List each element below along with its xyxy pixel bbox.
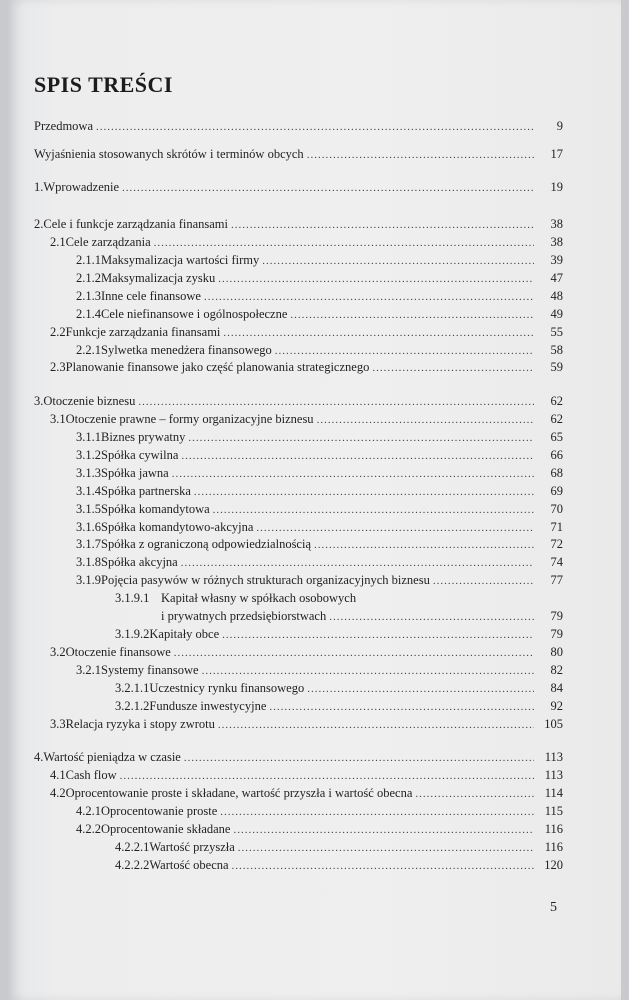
toc-entry-page: 113 — [544, 768, 563, 782]
toc-entry-number: 3.2 — [50, 645, 66, 659]
toc-entry-title: Otoczenie finansowe — [65, 645, 171, 659]
toc-entry-number: 3.1.5 — [76, 502, 101, 516]
toc-entry-number: 4. — [34, 750, 44, 764]
toc-entry-title: Maksymalizacja wartości firmy — [101, 253, 260, 267]
toc-entry-page: 19 — [550, 180, 563, 194]
dot-leader — [213, 501, 534, 519]
toc-entry — [76, 802, 563, 820]
toc-entry-number: 3.2.1.2 — [115, 699, 150, 713]
page-title: SPIS TREŚCI — [34, 72, 173, 97]
toc-entry-title: Kapitały obce — [149, 627, 220, 641]
toc-entry-number: 3. — [34, 394, 44, 408]
toc-entry-title: Otoczenie biznesu — [43, 394, 136, 408]
dot-leader — [307, 146, 534, 164]
toc-entry-number: 3.1.6 — [76, 520, 101, 534]
toc-entry-title: Biznes prywatny — [101, 430, 186, 444]
toc-entry-page: 58 — [550, 343, 563, 357]
dot-leader — [184, 749, 534, 767]
toc-entry-page: 70 — [550, 502, 563, 516]
dot-leader — [204, 288, 534, 306]
toc-entry-number: 2.1.1 — [76, 253, 101, 267]
toc-entry — [50, 323, 563, 341]
toc-entry — [76, 305, 563, 323]
toc-entry-page: 115 — [544, 804, 563, 818]
toc-entry-title: Wartość pieniądza w czasie — [43, 750, 181, 764]
toc-entry — [76, 820, 563, 838]
toc-entry — [115, 697, 563, 715]
toc-entry-page: 49 — [550, 307, 563, 321]
toc-entry-title: Przedmowa — [34, 119, 94, 133]
dot-leader — [120, 767, 534, 785]
toc-entry-page: 17 — [550, 147, 563, 161]
toc-entry-page: 82 — [550, 663, 563, 677]
toc-entry-page: 69 — [550, 484, 563, 498]
dot-leader — [154, 234, 534, 252]
toc-entry-title: Kapitał własny w spółkach osobowych — [161, 591, 357, 605]
toc-entry-page: 120 — [544, 858, 563, 872]
toc-entry — [76, 287, 563, 305]
dot-leader — [223, 324, 534, 342]
toc-entry-title: Inne cele finansowe — [101, 289, 201, 303]
toc-entry-page: 62 — [550, 412, 563, 426]
toc-entry-number: 4.2 — [50, 786, 66, 800]
toc-entry — [76, 535, 563, 553]
dot-leader — [122, 179, 534, 197]
toc-entry-page: 68 — [550, 466, 563, 480]
toc-entry-number: 3.1 — [50, 412, 66, 426]
toc-entry-page: 116 — [544, 822, 563, 836]
dot-leader — [194, 483, 534, 501]
toc-entry — [50, 784, 563, 802]
toc-entry-number: 4.2.1 — [76, 804, 101, 818]
dot-leader — [232, 857, 534, 875]
toc-entry — [50, 715, 563, 733]
toc-entry-page: 79 — [550, 609, 563, 623]
toc-entry-page: 92 — [550, 699, 563, 713]
toc-entry-title: Funkcje zarządzania finansami — [65, 325, 221, 339]
toc-entry-page: 74 — [550, 555, 563, 569]
dot-leader — [238, 839, 534, 857]
toc-entry-number: 3.3 — [50, 717, 66, 731]
page-number: 5 — [550, 900, 557, 915]
toc-entry — [50, 233, 563, 251]
toc-entry — [76, 553, 563, 571]
toc-entry-page: 55 — [550, 325, 563, 339]
toc-entry-page: 114 — [544, 786, 563, 800]
toc-entry — [50, 410, 563, 428]
toc-entry-page: 59 — [550, 360, 563, 374]
toc-entry — [76, 464, 563, 482]
toc-entry-number: 2.1.3 — [76, 289, 101, 303]
toc-entry — [115, 679, 563, 697]
toc-entry-title: Pojęcia pasywów w różnych strukturach organizacyjnych biznesu — [101, 573, 430, 587]
toc-entry-continuation — [161, 607, 563, 625]
dot-leader — [222, 626, 534, 644]
dot-leader — [433, 572, 534, 590]
toc-entry-title: Spółka komandytowo-akcyjna — [101, 520, 254, 534]
toc-entry-page: 39 — [550, 253, 563, 267]
toc-entry-page: 48 — [550, 289, 563, 303]
toc-entry — [34, 748, 563, 766]
dot-leader — [172, 465, 534, 483]
toc-entry-title: Cele zarządzania — [65, 235, 151, 249]
toc-entry-title: Planowanie finansowe jako część planowania strategicznego — [65, 360, 370, 374]
toc-entry-title: Cele i funkcje zarządzania finansami — [43, 217, 229, 231]
toc-entry-title: Spółka partnerska — [101, 484, 191, 498]
toc-entry — [76, 482, 563, 500]
dot-leader — [220, 803, 534, 821]
toc-entry-number: 3.1.8 — [76, 555, 101, 569]
toc-entry-title: Wartość przyszła — [149, 840, 235, 854]
toc-entry-title: Spółka jawna — [101, 466, 169, 480]
toc-entry — [76, 428, 563, 446]
toc-entry — [76, 251, 563, 269]
dot-leader — [307, 680, 534, 698]
toc-entry-number: 2.1.4 — [76, 307, 101, 321]
toc-entry-page: 65 — [550, 430, 563, 444]
toc-entry-number: 3.2.1 — [76, 663, 101, 677]
dot-leader — [188, 429, 534, 447]
toc-entry — [115, 589, 563, 607]
toc-entry — [76, 661, 563, 679]
toc-entry-page: 84 — [550, 681, 563, 695]
toc-entry-page: 9 — [556, 119, 563, 133]
dot-leader — [231, 216, 534, 234]
toc-entry-page: 72 — [550, 537, 563, 551]
book-page — [6, 0, 621, 1000]
toc-entry-title: Relacja ryzyka i stopy zwrotu — [65, 717, 215, 731]
toc-entry-title: Spółka z ograniczoną odpowiedzialnością — [101, 537, 311, 551]
toc-entry-page: 77 — [550, 573, 563, 587]
toc-entry-number: 3.1.1 — [76, 430, 101, 444]
toc-entry-page: 38 — [550, 217, 563, 231]
toc-entry-title: Wartość obecna — [149, 858, 229, 872]
toc-entry-number: 3.2.1.1 — [115, 681, 150, 695]
toc-entry-title: Oprocentowanie proste i składane, wartość przyszła i wartość obecna — [65, 786, 413, 800]
dot-leader — [218, 716, 534, 734]
toc-entry-title: Systemy finansowe — [101, 663, 199, 677]
dot-leader — [174, 644, 534, 662]
toc-entry-page: 113 — [544, 750, 563, 764]
toc-entry-number: 2.2.1 — [76, 343, 101, 357]
dot-leader — [269, 698, 534, 716]
dot-leader — [372, 359, 534, 377]
dot-leader — [138, 393, 534, 411]
dot-leader — [314, 536, 534, 554]
toc-entry-number: 3.1.9.2 — [115, 627, 150, 641]
toc-entry-number: 2.3 — [50, 360, 66, 374]
toc-entry-page: 47 — [550, 271, 563, 285]
toc-entry-number: 3.1.7 — [76, 537, 101, 551]
toc-entry-title: Spółka akcyjna — [101, 555, 178, 569]
toc-entry — [76, 446, 563, 464]
dot-leader — [329, 608, 534, 626]
toc-entry-title: Wprowadzenie — [43, 180, 120, 194]
toc-entry-title: Spółka komandytowa — [101, 502, 210, 516]
toc-entry-number: 2.1 — [50, 235, 66, 249]
toc-entry — [34, 178, 563, 196]
toc-entry-title: Spółka cywilna — [101, 448, 179, 462]
toc-entry-title: Oprocentowanie proste — [101, 804, 218, 818]
dot-leader — [317, 411, 534, 429]
toc-entry-page: 116 — [544, 840, 563, 854]
toc-entry-number: 3.1.9 — [76, 573, 101, 587]
toc-entry-title: Fundusze inwestycyjne — [149, 699, 267, 713]
toc-entry — [115, 625, 563, 643]
toc-entry-page: 71 — [550, 520, 563, 534]
toc-entry — [76, 341, 563, 359]
dot-leader — [262, 252, 534, 270]
toc-entry-page: 79 — [550, 627, 563, 641]
toc-entry-title-cont: i prywatnych przedsiębiorstwach — [161, 609, 327, 623]
toc-entry — [76, 500, 563, 518]
toc-entry-number: 4.2.2.1 — [115, 840, 150, 854]
toc-entry-page: 62 — [550, 394, 563, 408]
toc-entry-title: Maksymalizacja zysku — [101, 271, 216, 285]
dot-leader — [233, 821, 534, 839]
toc-entry-title: Uczestnicy rynku finansowego — [149, 681, 305, 695]
toc-entry — [34, 145, 563, 163]
toc-entry-title: Cash flow — [65, 768, 117, 782]
toc-entry-number: 1. — [34, 180, 44, 194]
toc-entry — [34, 117, 563, 135]
toc-entry — [76, 518, 563, 536]
toc-entry-number: 2.1.2 — [76, 271, 101, 285]
toc-entry — [115, 856, 563, 874]
toc-entry-title: Oprocentowanie składane — [101, 822, 231, 836]
toc-entry-title: Sylwetka menedżera finansowego — [101, 343, 272, 357]
toc-entry-number: 3.1.4 — [76, 484, 101, 498]
toc-entry-title: Cele niefinansowe i ogólnospołeczne — [101, 307, 288, 321]
toc-entry-page: 80 — [550, 645, 563, 659]
toc-entry — [76, 269, 563, 287]
dot-leader — [181, 554, 534, 572]
toc-entry-page: 38 — [550, 235, 563, 249]
dot-leader — [290, 306, 534, 324]
toc-entry-number: 3.1.2 — [76, 448, 101, 462]
toc-entry-number: 3.1.9.1 — [115, 591, 150, 605]
toc-entry — [115, 838, 563, 856]
dot-leader — [181, 447, 534, 465]
toc-entry-page: 66 — [550, 448, 563, 462]
dot-leader — [202, 662, 534, 680]
toc-entry-title: Wyjaśnienia stosowanych skrótów i terminów obcych — [34, 147, 304, 161]
dot-leader — [218, 270, 534, 288]
toc-entry-number: 4.2.2 — [76, 822, 101, 836]
toc-entry — [50, 358, 563, 376]
toc-entry — [50, 766, 563, 784]
toc-entry — [34, 215, 563, 233]
toc-entry-title: Otoczenie prawne – formy organizacyjne biznesu — [65, 412, 314, 426]
toc-entry-number: 2. — [34, 217, 44, 231]
toc-entry-number: 3.1.3 — [76, 466, 101, 480]
toc-entry-number: 4.1 — [50, 768, 66, 782]
toc-entry — [50, 643, 563, 661]
toc-entry-page: 105 — [544, 717, 563, 731]
dot-leader — [415, 785, 534, 803]
dot-leader — [96, 118, 534, 136]
toc-entry-number: 4.2.2.2 — [115, 858, 150, 872]
toc-entry — [34, 392, 563, 410]
toc-entry — [76, 571, 563, 589]
toc-entry-number: 2.2 — [50, 325, 66, 339]
